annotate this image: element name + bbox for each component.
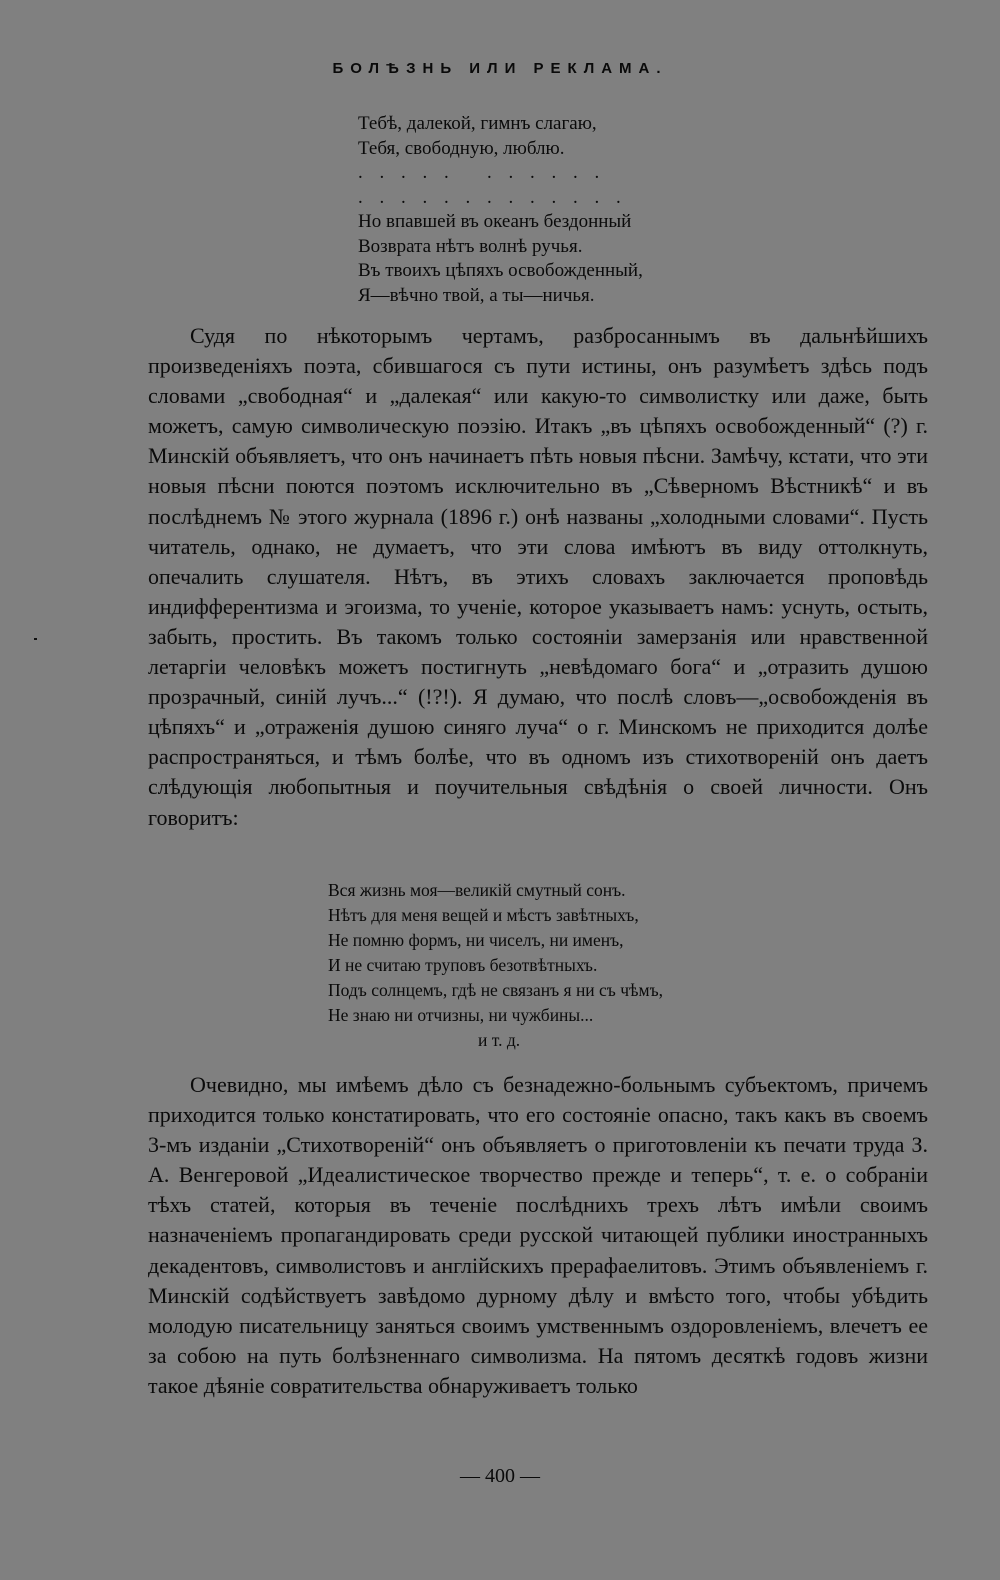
epigraph-line: Тебѣ, далекой, гимнъ слагаю, xyxy=(358,113,597,134)
page-number: — 400 — xyxy=(460,1465,540,1487)
poem-line: Подъ солнцемъ, гдѣ не связанъ я ни съ чѣмъ, xyxy=(328,980,664,1000)
epigraph-line: Но впавшей въ океанъ бездонный xyxy=(358,211,632,232)
quoted-poem xyxy=(328,878,663,1053)
body-paragraph-2 xyxy=(148,1070,928,1401)
body-paragraph-1 xyxy=(148,321,928,833)
poem-line: И не считаю труповъ безотвѣтныхъ. xyxy=(328,955,598,975)
epigraph-line: Я—вѣчно твой, а ты—ничья. xyxy=(358,284,595,306)
epigraph-verse xyxy=(358,112,643,308)
epigraph-line: Возврата нѣтъ волнѣ ручья. xyxy=(358,235,583,257)
poem-line: Нѣтъ для меня вещей и мѣстъ завѣтныхъ, xyxy=(328,905,639,925)
poem-line: Не знаю ни отчизны, ни чужбины... xyxy=(328,1005,594,1025)
paragraph-text: Судя по нѣкоторымъ чертамъ, разбросаннымъ въ дальнѣйшихъ произведеніяхъ поэта, сбившагося съ пути истины, онъ разумѣетъ здѣсь подъ словами „свободная“ и „далекая“ или какую-то символистку или даже, быть можетъ, самую символическую поэзію. Итакъ „въ цѣпяхъ освобожденный“ (?) г. Минскій объявляетъ, что онъ начинаетъ пѣть новыя пѣсни. Замѣчу, кстати, что эти новыя пѣсни поются поэтомъ исключительно въ „Сѣверномъ Вѣстникѣ“ и въ послѣднемъ № этого журнала (1896 г.) онѣ названы „холодными словами“. Пусть читатель, однако, не думаетъ, что эти слова имѣютъ въ виду оттолкнуть, опечалить слушателя. Нѣтъ, въ этихъ словахъ заключается проповѣдь индифферентизма и эгоизма, то ученіе, которое указываетъ намъ: уснуть, остыть, забыть, простить. Въ такомъ только состояніи замерзанія или нравственной летаргіи человѣкъ можетъ постигнуть „невѣдомаго бога“ и „отразить душою прозрачный, синій лучъ...“ (!?!). Я думаю, что послѣ словъ—„освобожденія въ цѣпяхъ“ и „отраженія душою синяго луча“ о г. Минскомъ не приходится долѣе распространяться, и тѣмъ болѣе, что въ одномъ изъ стихотвореній онъ даетъ слѣдующія любопытныя и поучительныя свѣдѣнія о своей личности. Онъ говоритъ: xyxy=(148,323,928,830)
epigraph-ellipsis-row: . . . . . . . . . . . . . xyxy=(358,186,627,208)
epigraph-line: Тебя, свободную, люблю. xyxy=(358,137,565,159)
poem-line: Вся жизнь моя—великій смутный сонъ. xyxy=(328,880,626,900)
running-head: БОЛѢЗНЬ ИЛИ РЕКЛАМА. xyxy=(332,60,668,77)
epigraph-line: Въ твоихъ цѣпяхъ освобожденный, xyxy=(358,260,643,281)
paragraph-text: Очевидно, мы имѣемъ дѣло съ безнадежно-больнымъ субъектомъ, причемъ приходится только констатировать, что его состояніе опасно, такъ какъ въ своемъ 3-мъ изданіи „Стихотвореній“ онъ объявляетъ о приготовленіи къ печати труда З. А. Венгеровой „Идеалистическое творчество прежде и теперь“, т. е. о собраніи тѣхъ статей, которыя въ теченіе послѣднихъ трехъ лѣтъ имѣли своимъ назначеніемъ пропагандировать среди русской читающей публики иностранныхъ декадентовъ, символистовъ и англійскихъ прерафаелитовъ. Этимъ объявленіемъ г. Минскій содѣйствуетъ завѣдомо дурному дѣлу и вмѣсто того, чтобы убѣдить молодую писательницу заняться своимъ умственнымъ оздоровленіемъ, влечетъ ее за собою на путь болѣзненнаго символизма. На пятомъ десяткѣ годовъ жизни такое дѣяніе совратительства обнаруживаетъ только xyxy=(148,1072,928,1398)
poem-line: Не помню формъ, ни чиселъ, ни именъ, xyxy=(328,930,624,950)
poem-etc: и т. д. xyxy=(478,1030,521,1050)
epigraph-ellipsis-row: . . . . . . . . . . . xyxy=(358,162,606,183)
print-speck xyxy=(34,638,37,640)
